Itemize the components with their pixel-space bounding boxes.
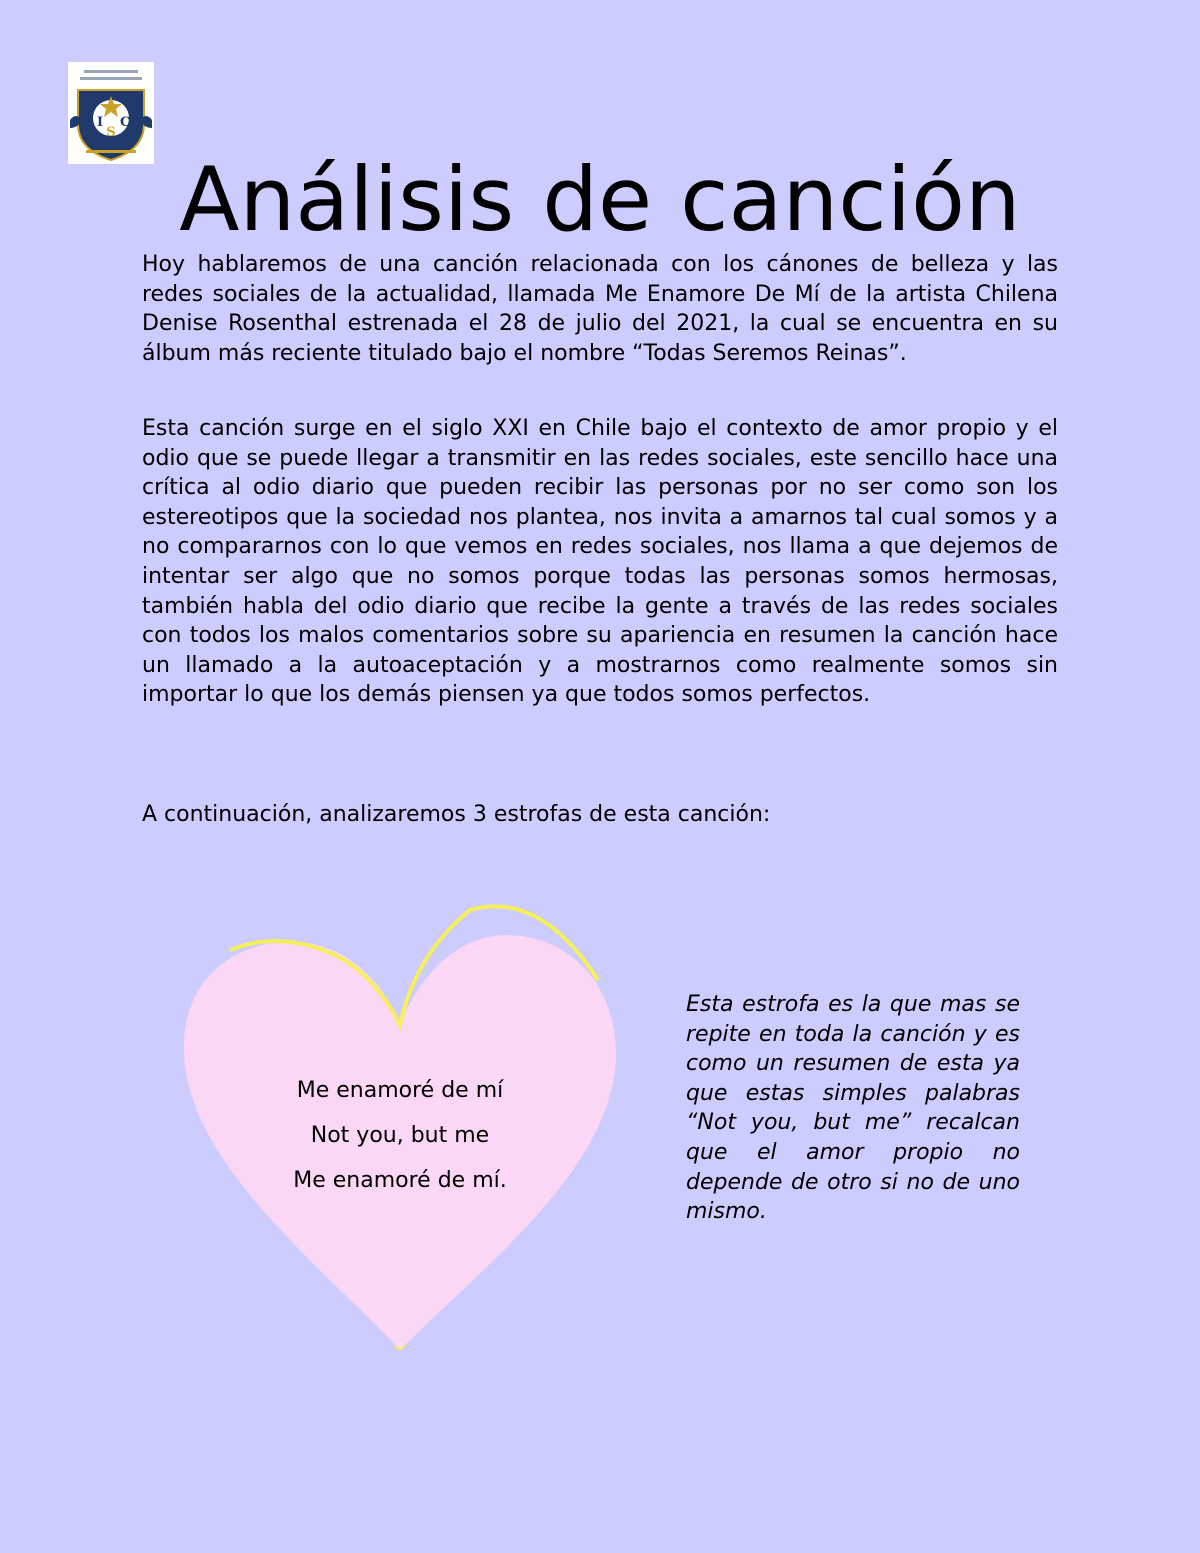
verse-line: Me enamoré de mí. (293, 1168, 507, 1193)
intro-paragraph: Hoy hablaremos de una canción relacionada con los cánones de belleza y las redes sociales de la actualidad, llamada Me Enamore De Mí de la artista Chilena Denise Rosenthal estrenada el 28 de julio del 2021, la cual se encuentra en su álbum más reciente titulado bajo el nombre “Todas Seremos Reinas”. (142, 252, 1058, 366)
verse-line: Me enamoré de mí (296, 1078, 504, 1103)
crest-icon (68, 62, 154, 164)
verse-commentary: Esta estrofa es la que mas se repite en toda la canción y es como un resumen de esta ya que estas simples palabras “Not you, but me” recalcan que el amor propio no depende de otro si no de uno mismo. (686, 992, 1020, 1225)
analysis-intro-paragraph: A continuación, analizaremos 3 estrofas de esta canción: (142, 802, 771, 827)
verse-lyrics (240, 1074, 560, 1209)
crest-letter-c: C (120, 115, 131, 130)
school-crest-logo (68, 62, 154, 164)
verse-line: Not you, but me (310, 1123, 490, 1148)
crest-letter-s: S (106, 125, 116, 140)
crest-letter-i: I (97, 115, 104, 130)
page-title: Análisis de canción (179, 148, 1021, 251)
context-paragraph: Esta canción surge en el siglo XXI en Chile bajo el contexto de amor propio y el odio que se puede llegar a transmitir en las redes sociales, este sencillo hace una crítica al odio diario que pueden recibir las personas por no ser como son los estereotipos que la sociedad nos plantea, nos invita a amarnos tal cual somos y a no compararnos con lo que vemos en redes sociales, nos llama a que dejemos de intentar ser algo que no somos porque todas las personas somos hermosas, también habla del odio diario que recibe la gente a través de las redes sociales con todos los malos comentarios sobre su apariencia en resumen la canción hace un llamado a la autoaceptación y a mostrarnos como realmente somos sin importar lo que los demás piensen ya que todos somos perfectos. (142, 416, 1058, 708)
